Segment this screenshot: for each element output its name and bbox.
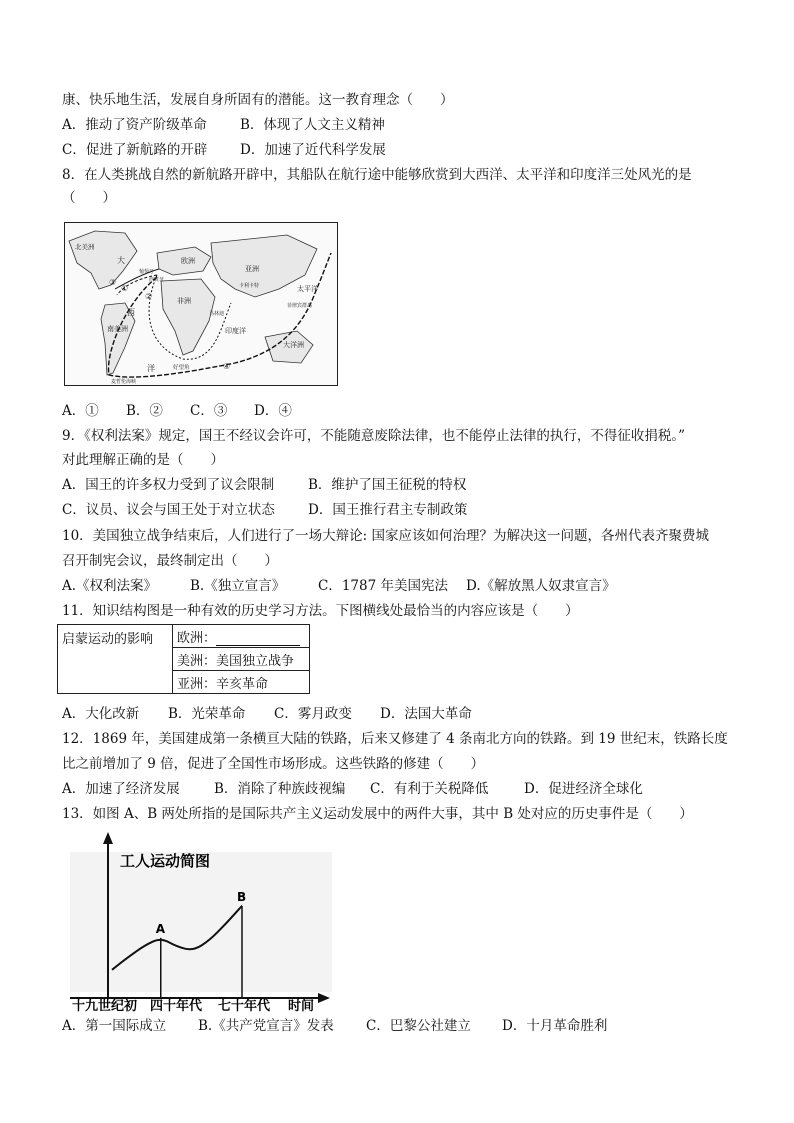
q8-paren: （ ） [62, 190, 116, 206]
map-label-indian-ocean: 印度洋 [225, 327, 246, 335]
q12-continuation: 比之前增加了 9 倍，促进了全国性市场形成。这些铁路的修建（ ） [62, 756, 485, 772]
map-label-route-2: ② [145, 292, 153, 301]
q7-options-row2 [62, 142, 386, 158]
map-label-magellan: 麦哲伦海峡 [111, 379, 137, 385]
africa-shape [161, 279, 215, 355]
q9-option-c[interactable]: C．议员、议会与国王处于对立状态 [62, 502, 275, 518]
map-label-spain: 西班牙 [149, 277, 165, 283]
kt-blank-line[interactable] [216, 633, 300, 646]
map-label-cape: 好望角 [173, 365, 190, 371]
q10-option-c[interactable]: C．1787 年美国宪法 [318, 578, 448, 594]
map-label-asia: 亚洲 [245, 265, 259, 273]
q12-option-b[interactable]: B．消除了种族歧视编 [214, 781, 346, 797]
kt-asia: 亚洲：辛亥革命 [173, 671, 310, 694]
q8-options [62, 403, 292, 419]
q12-options [62, 781, 643, 797]
chart-svg [60, 830, 350, 1012]
map-label-portugal: 葡萄牙 [139, 269, 155, 275]
map-label-malindi: 马林迪 [209, 311, 225, 317]
map-label-xi: 西 [127, 308, 135, 317]
q10-option-d[interactable]: D.《解放黑人奴隶宣言》 [466, 578, 616, 594]
q12-option-d[interactable]: D．促进经济全球化 [524, 781, 643, 797]
q11-option-a[interactable]: A．大化改新 [62, 706, 140, 722]
worker-movement-chart [60, 830, 350, 1012]
q13-stem: 13．如图 A、B 两处所指的是国际共产主义运动发展中的两件大事，其中 B 处对应的历史事件是（ ） [62, 806, 693, 822]
knowledge-structure-table [57, 624, 310, 694]
y-axis-arrow [103, 832, 113, 844]
q10-continuation: 召开制宪会议，最终制定出（ ） [62, 553, 278, 569]
q10-stem: 10．美国独立战争结束后，人们进行了一场大辩论: 国家应该如何治理？为解决这一问题，各州代表齐聚费城 [62, 528, 710, 544]
north-america-shape [69, 231, 137, 289]
kt-title: 启蒙运动的影响 [58, 625, 173, 694]
q8-stem: 8．在人类挑战自然的新航路开辟中，其船队在航行途中能够欣赏到大西洋、太平洋和印度洋三处风光的是 [62, 167, 692, 183]
kt-europe-label: 欧洲： [177, 630, 217, 646]
q11-stem: 11．知识结构图是一种有效的历史学习方法。下图横线处最恰当的内容应该是（ ） [62, 603, 579, 619]
map-label-pacific: 太平洋 [297, 285, 318, 293]
q8-option-c[interactable]: C．③ [190, 403, 228, 419]
x-tick-2: 七十年代 [218, 999, 271, 1012]
q10-options [62, 578, 616, 594]
map-label-calicut: 卡利卡特 [239, 283, 260, 289]
q13-option-a[interactable]: A．第一国际成立 [62, 1018, 167, 1034]
marker-a-label: A [155, 921, 166, 936]
q11-option-c[interactable]: C．雾月政变 [274, 706, 352, 722]
q11-option-d[interactable]: D．法国大革命 [380, 706, 472, 722]
q7-option-b[interactable]: B．体现了人文主义精神 [240, 117, 385, 133]
q13-options [62, 1018, 607, 1034]
q9-option-d[interactable]: D．国王推行君主专制政策 [308, 502, 468, 518]
map-label-philippines: 菲律宾群岛 [287, 303, 313, 309]
x-axis-label: 时间 [288, 999, 315, 1012]
q13-option-d[interactable]: D．十月革命胜利 [502, 1018, 608, 1034]
q12-option-c[interactable]: C．有利于关税降低 [370, 781, 489, 797]
x-axis-arrow [318, 993, 330, 1003]
map-label-north-america: 北美洲 [75, 243, 95, 251]
map-label-africa: 非洲 [177, 297, 191, 305]
q7-option-a[interactable]: A．推动了资产阶级革命 [62, 117, 207, 133]
q7-option-c[interactable]: C．促进了新航路的开辟 [62, 142, 208, 158]
chart-title: 工人运动简图 [120, 852, 211, 870]
map-label-south-america: 南美洲 [107, 325, 128, 333]
q7-options-row1 [62, 117, 385, 133]
q9-option-b[interactable]: B．维护了国王征税的特权 [308, 477, 467, 493]
map-label-route-1: ① [121, 284, 129, 293]
q9-stem: 9．《权利法案》规定，国王不经议会许可，不能随意废除法律，也不能停止法律的执行，不得征收捐税。” [62, 428, 685, 444]
map-label-da: 大 [117, 256, 125, 265]
q8-option-a[interactable]: A．① [62, 403, 99, 419]
q10-option-b[interactable]: B.《独立宣言》 [190, 578, 286, 594]
map-label-europe: 欧洲 [181, 257, 195, 265]
chart-bg [70, 852, 332, 992]
q8-option-b[interactable]: B．② [126, 403, 163, 419]
x-tick-0: 十九世纪初 [72, 999, 138, 1012]
q7-option-d[interactable]: D．加速了近代科学发展 [240, 142, 386, 158]
q11-options [62, 706, 472, 722]
q13-option-c[interactable]: C．巴黎公社建立 [366, 1018, 471, 1034]
map-label-yang: 洋 [147, 364, 155, 373]
q12-stem: 12．1869 年，美国建成第一条横亘大陆的铁路，后来又修建了 4 条南北方向的铁路。到 19 世纪末，铁路长度 [62, 731, 728, 747]
q9-options-row1 [62, 477, 466, 493]
q13-option-b[interactable]: B.《共产党宣言》发表 [198, 1018, 334, 1034]
x-tick-1: 四十年代 [150, 999, 203, 1012]
marker-b-label: B [237, 889, 247, 904]
q8-option-d[interactable]: D．④ [254, 403, 292, 419]
q12-option-a[interactable]: A．加速了经济发展 [62, 781, 180, 797]
kt-europe-cell [173, 625, 310, 648]
q9-option-a[interactable]: A．国王的许多权力受到了议会限制 [62, 477, 275, 493]
map-label-australia: 大洋洲 [283, 341, 304, 349]
q9-continuation: 对此理解正确的是（ ） [62, 452, 224, 468]
q7-continuation: 康、快乐地生活，发展自身所固有的潜能。这一教育理念（ ） [62, 92, 454, 108]
map-label-route-4: ④ [223, 362, 231, 371]
map-label-route-3: ③ [109, 278, 117, 287]
q10-option-a[interactable]: A.《权利法案》 [62, 578, 158, 594]
q11-option-b[interactable]: B．光荣革命 [168, 706, 246, 722]
q9-options-row2 [62, 502, 467, 518]
map-svg [65, 223, 337, 385]
kt-america: 美洲：美国独立战争 [173, 648, 310, 671]
new-sea-routes-map [64, 222, 338, 386]
